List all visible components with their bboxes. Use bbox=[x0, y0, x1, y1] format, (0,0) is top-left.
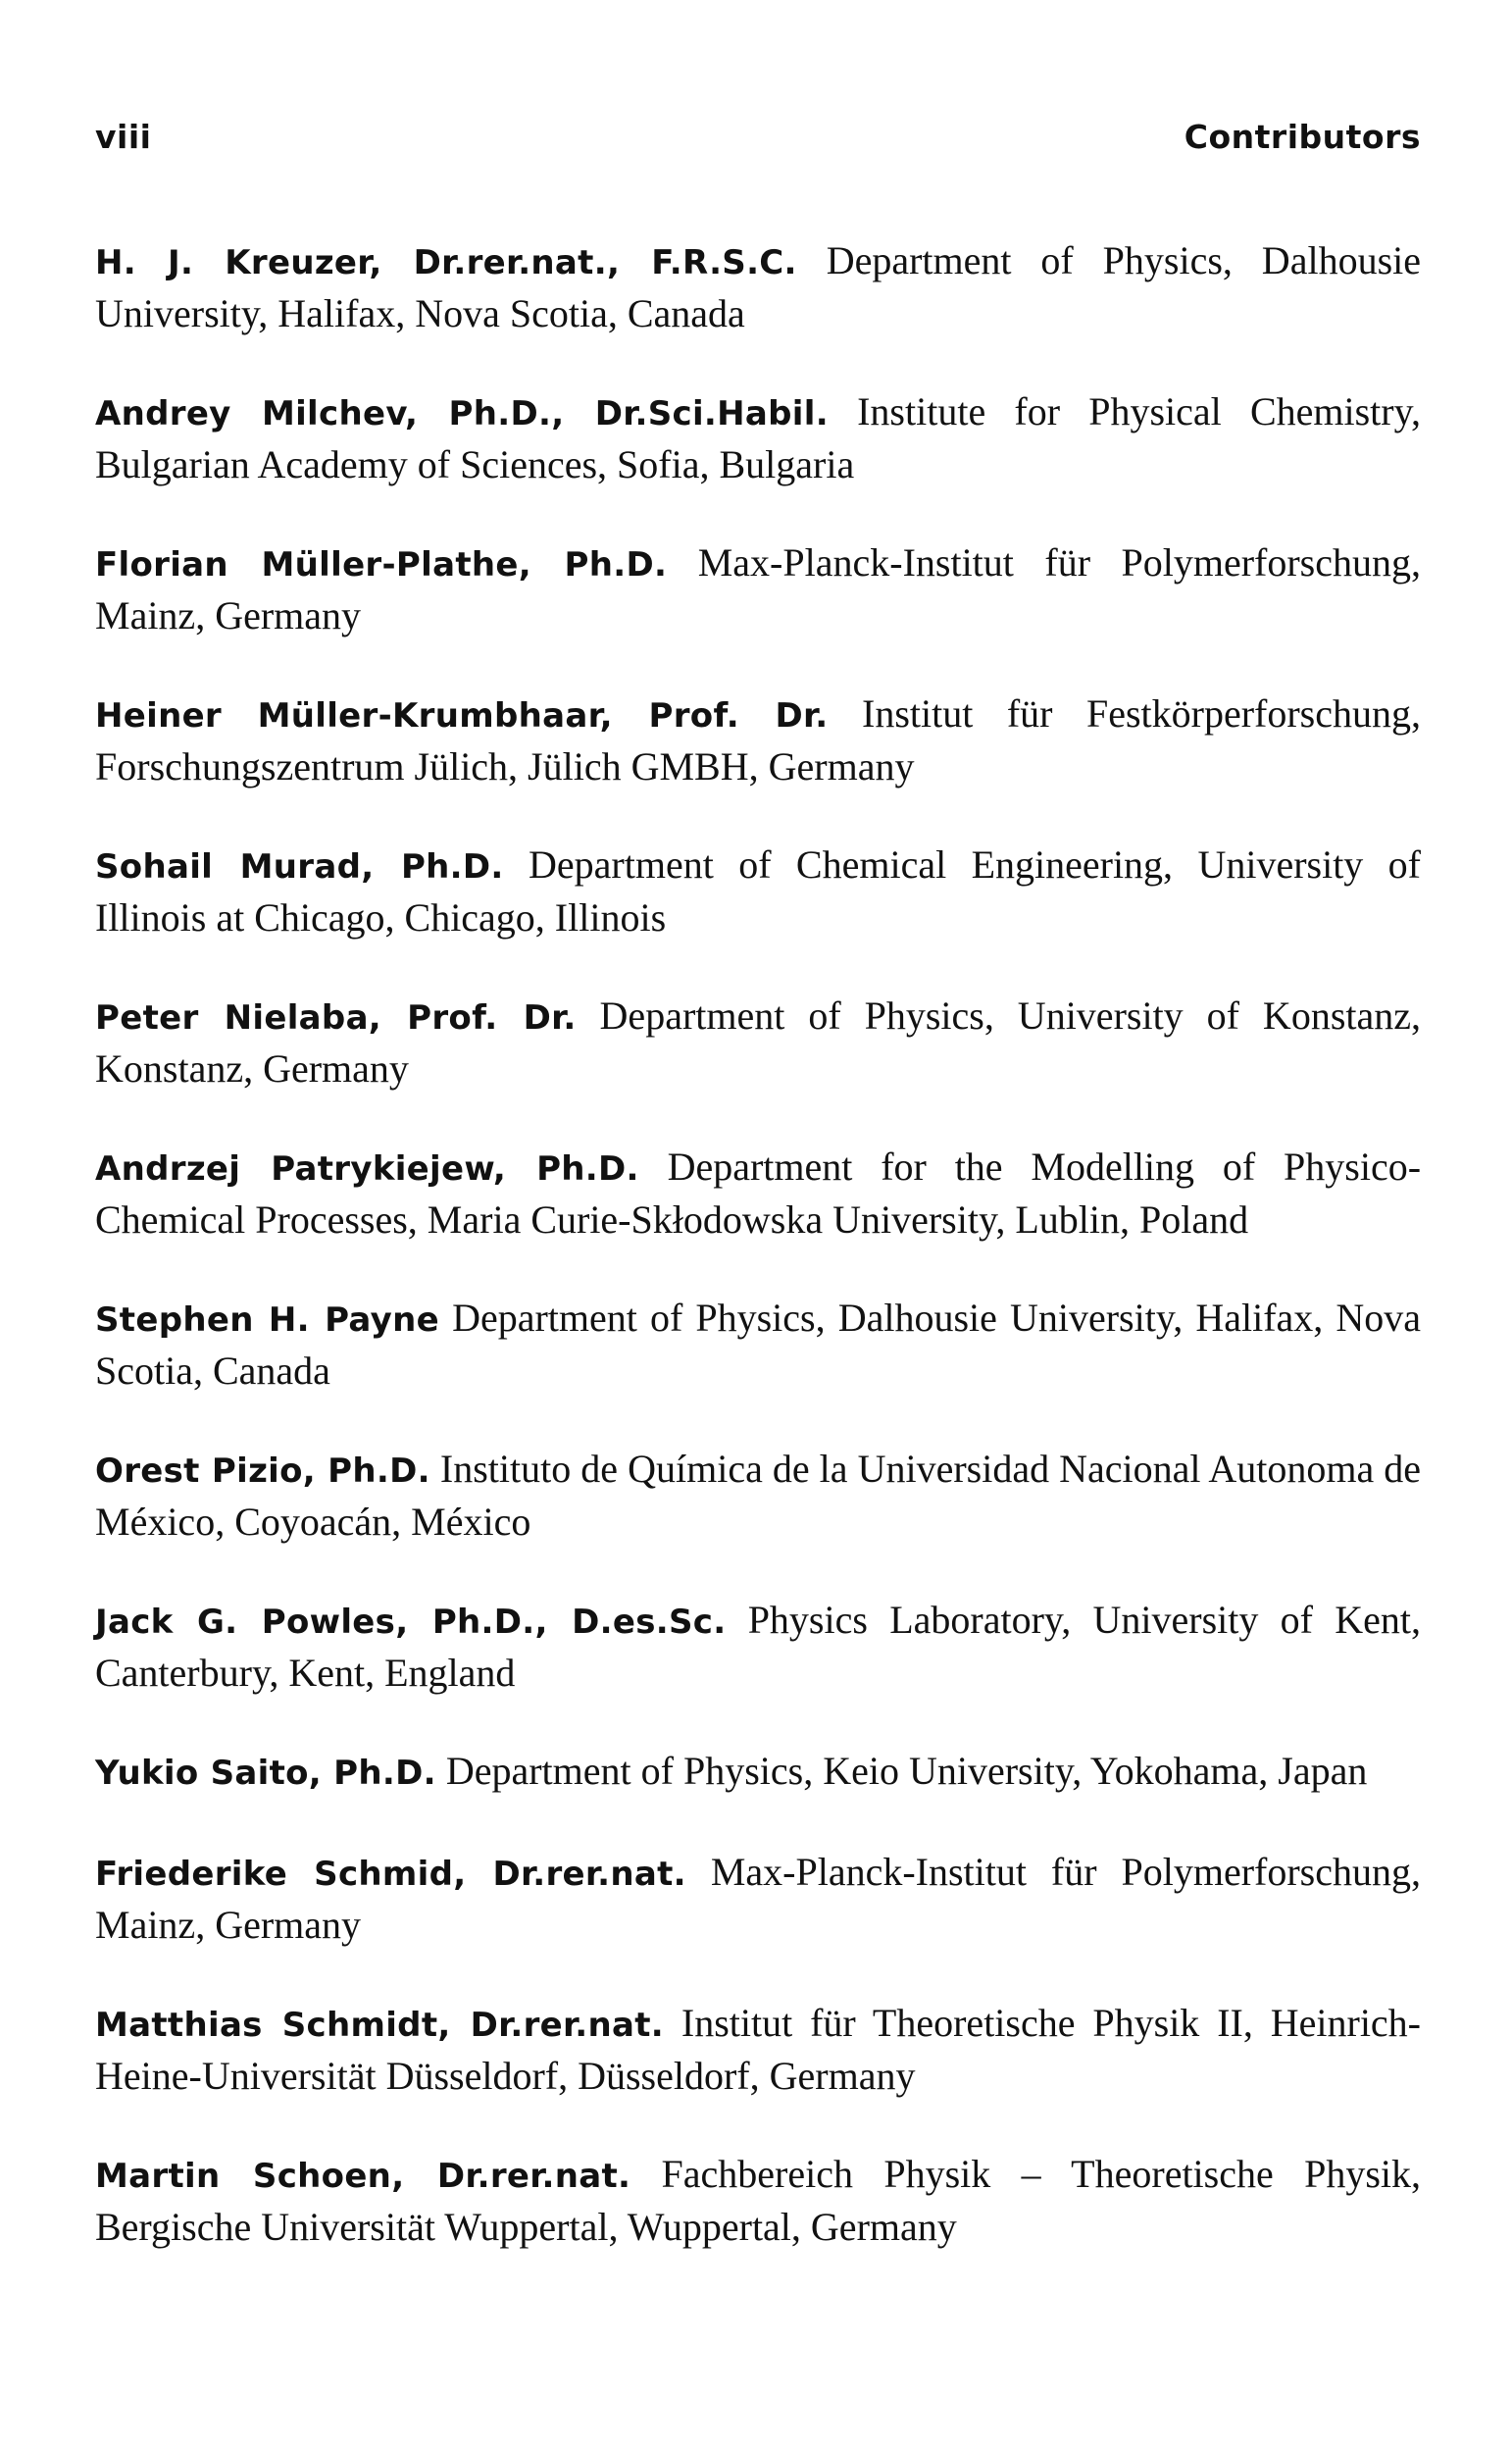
contributor-affiliation: Department of Physics, Keio University, Yokohama, Japan bbox=[445, 1749, 1368, 1793]
contributor-entry bbox=[95, 1847, 1421, 1950]
contributor-name: Heiner Müller-Krumbhaar, Prof. Dr. bbox=[95, 696, 829, 736]
contributor-affiliation: Institut für Festkörperforschung, Forschungszentrum Jülich, Jülich GMBH, Germany bbox=[95, 691, 1422, 789]
contributor-affiliation: Max-Planck-Institut für Polymerforschung, Mainz, Germany bbox=[95, 540, 1421, 637]
contributor-affiliation: Fachbereich Physik – Theoretische Physik, Bergische Universität Wuppertal, Wuppertal, Germany bbox=[95, 2152, 1421, 2249]
contributor-name: Friederike Schmid, Dr.rer.nat. bbox=[95, 1855, 686, 1894]
contributor-name: Sohail Murad, Ph.D. bbox=[95, 847, 504, 887]
contributor-affiliation: Department of Chemical Engineering, University of Illinois at Chicago, Chicago, Illinois bbox=[95, 842, 1422, 940]
contributor-name: Stephen H. Payne bbox=[95, 1300, 439, 1340]
contributor-entry bbox=[95, 1595, 1421, 1698]
contributor-entry bbox=[95, 1142, 1421, 1245]
contributor-affiliation: Max-Planck-Institut für Polymerforschung, Mainz, Germany bbox=[95, 1850, 1421, 1947]
contributor-name: Jack G. Powles, Ph.D., D.es.Sc. bbox=[95, 1603, 727, 1642]
contributor-entry bbox=[95, 1746, 1421, 1799]
contributor-name: Martin Schoen, Dr.rer.nat. bbox=[95, 2157, 631, 2196]
running-head bbox=[95, 118, 1421, 161]
page-number: viii bbox=[95, 118, 152, 156]
contributor-name: Yukio Saito, Ph.D. bbox=[95, 1754, 436, 1793]
contributor-entry bbox=[95, 840, 1421, 942]
contributor-name: H. J. Kreuzer, Dr.rer.nat., F.R.S.C. bbox=[95, 243, 797, 282]
contributor-entry bbox=[95, 688, 1421, 791]
contributor-affiliation: Institute for Physical Chemistry, Bulgarian Academy of Sciences, Sofia, Bulgaria bbox=[95, 389, 1422, 486]
contributor-entry bbox=[95, 235, 1421, 338]
contributor-affiliation: Department of Physics, Dalhousie University, Halifax, Nova Scotia, Canada bbox=[95, 238, 1421, 335]
contributor-entry bbox=[95, 2149, 1421, 2252]
contributor-name: Peter Nielaba, Prof. Dr. bbox=[95, 998, 577, 1038]
contributor-affiliation: Institut für Theoretische Physik II, Heinrich-Heine-Universität Düsseldorf, Düsseldorf, Germany bbox=[95, 2001, 1422, 2098]
contributor-name: Matthias Schmidt, Dr.rer.nat. bbox=[95, 2006, 664, 2045]
contributor-affiliation: Department of Physics, University of Konstanz, Konstanz, Germany bbox=[95, 993, 1422, 1091]
contributor-affiliation: Instituto de Química de la Universidad Nacional Autonoma de México, Coyoacán, México bbox=[95, 1447, 1422, 1544]
contributor-entry bbox=[95, 991, 1421, 1094]
contributor-affiliation: Department for the Modelling of Physico-Chemical Processes, Maria Curie-Skłodowska University, Lublin, Poland bbox=[95, 1145, 1422, 1242]
book-page bbox=[95, 118, 1421, 2300]
contributor-list bbox=[95, 235, 1421, 2252]
contributor-name: Andrzej Patrykiejew, Ph.D. bbox=[95, 1149, 639, 1189]
contributor-entry bbox=[95, 1444, 1421, 1547]
contributor-entry bbox=[95, 1293, 1421, 1396]
contributor-affiliation: Department of Physics, Dalhousie University, Halifax, Nova Scotia, Canada bbox=[95, 1296, 1421, 1393]
contributor-entry bbox=[95, 1998, 1421, 2101]
contributor-entry bbox=[95, 386, 1421, 489]
contributor-name: Florian Müller-Plathe, Ph.D. bbox=[95, 545, 668, 585]
contributor-affiliation: Physics Laboratory, University of Kent, Canterbury, Kent, England bbox=[95, 1598, 1422, 1695]
contributor-name: Andrey Milchev, Ph.D., Dr.Sci.Habil. bbox=[95, 394, 829, 433]
contributor-entry bbox=[95, 537, 1421, 640]
section-title: Contributors bbox=[1184, 118, 1421, 156]
contributor-name: Orest Pizio, Ph.D. bbox=[95, 1451, 430, 1491]
